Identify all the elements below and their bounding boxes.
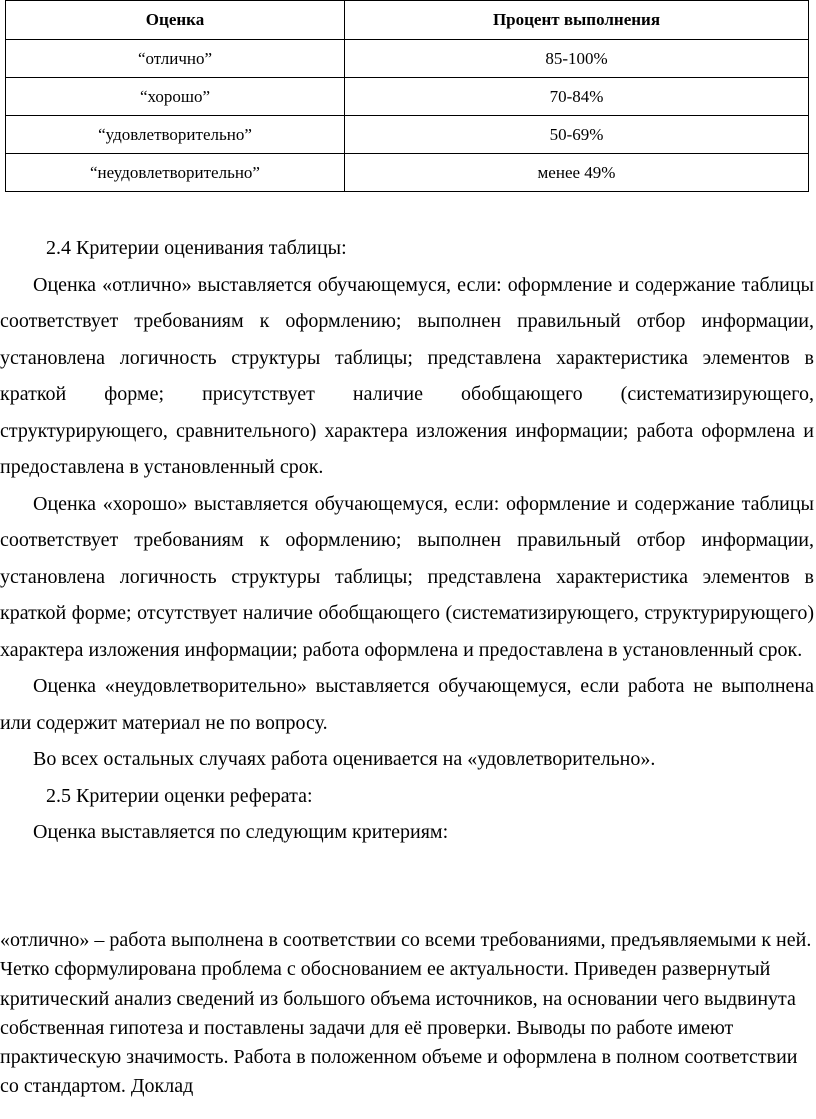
table-header-row: [6, 1, 809, 40]
grade-cell: “удовлетворительно”: [6, 116, 345, 154]
header-grade: Оценка: [6, 1, 345, 40]
percent-cell: 70-84%: [345, 78, 809, 116]
table-row: [6, 40, 809, 78]
section-2-4-heading: 2.4 Критерии оценивания таблицы:: [46, 237, 347, 259]
table-row: [6, 116, 809, 154]
table-row: [6, 154, 809, 192]
grade-cell: “отлично”: [6, 40, 345, 78]
paragraph-unsatisfactory-table: Оценка «неудовлетворительно» выставляется обучающемуся, если работа не выполнена или содержит материал не по вопросу.: [0, 675, 814, 734]
percent-cell: 50-69%: [345, 116, 809, 154]
grade-cell: “неудовлетворительно”: [6, 154, 345, 192]
paragraph-excellent-table: Оценка «отлично» выставляется обучающемуся, если: оформление и содержание таблицы соответствует требованиям к оформлению; выполнен правильный отбор информации, установлена логичность структуры таблицы; представлена характеристика элементов в краткой форме; присутствует наличие обобщающего (систематизирующего, структурирующего, сравнительного) характера изложения информации; работа оформлена и предоставлена в установленный срок.: [0, 273, 814, 478]
paragraph-excellent-referat: «отлично» – работа выполнена в соответствии со всеми требованиями, предъявляемыми к ней. Четко сформулирована проблема с обоснованием ее актуальности. Приведен развернутый критический анализ сведений из большого объема источников, на основании чего выдвинута собственная гипотеза и поставлены задачи для её проверки. Выводы по работе имеют практическую значимость. Работа в положенном объеме и оформлена в полном соответствии со стандартом. Доклад: [0, 929, 812, 1098]
table-row: [6, 78, 809, 116]
percent-cell: 85-100%: [345, 40, 809, 78]
percent-cell: менее 49%: [345, 154, 809, 192]
header-percent: Процент выполнения: [345, 1, 809, 40]
section-2-5-heading: 2.5 Критерии оценки реферата:: [46, 784, 313, 807]
referat-criteria-text: [0, 926, 814, 1102]
paragraph-other-cases: Во всех остальных случаях работа оценивается на «удовлетворительно».: [33, 748, 656, 770]
section-2-5-intro: Оценка выставляется по следующим критериям:: [33, 821, 449, 843]
grade-cell: “хорошо”: [6, 78, 345, 116]
paragraph-good-table: Оценка «хорошо» выставляется обучающемуся, если: оформление и содержание таблицы соответствует требованиям к оформлению; выполнен правильный отбор информации, установлена логичность структуры таблицы; представлена характеристика элементов в краткой форме; отсутствует наличие обобщающего (систематизирующего, структурирующего) характера изложения информации; работа оформлена и предоставлена в установленный срок.: [0, 492, 814, 661]
main-text: [0, 230, 814, 851]
grade-percent-table: [5, 0, 809, 192]
